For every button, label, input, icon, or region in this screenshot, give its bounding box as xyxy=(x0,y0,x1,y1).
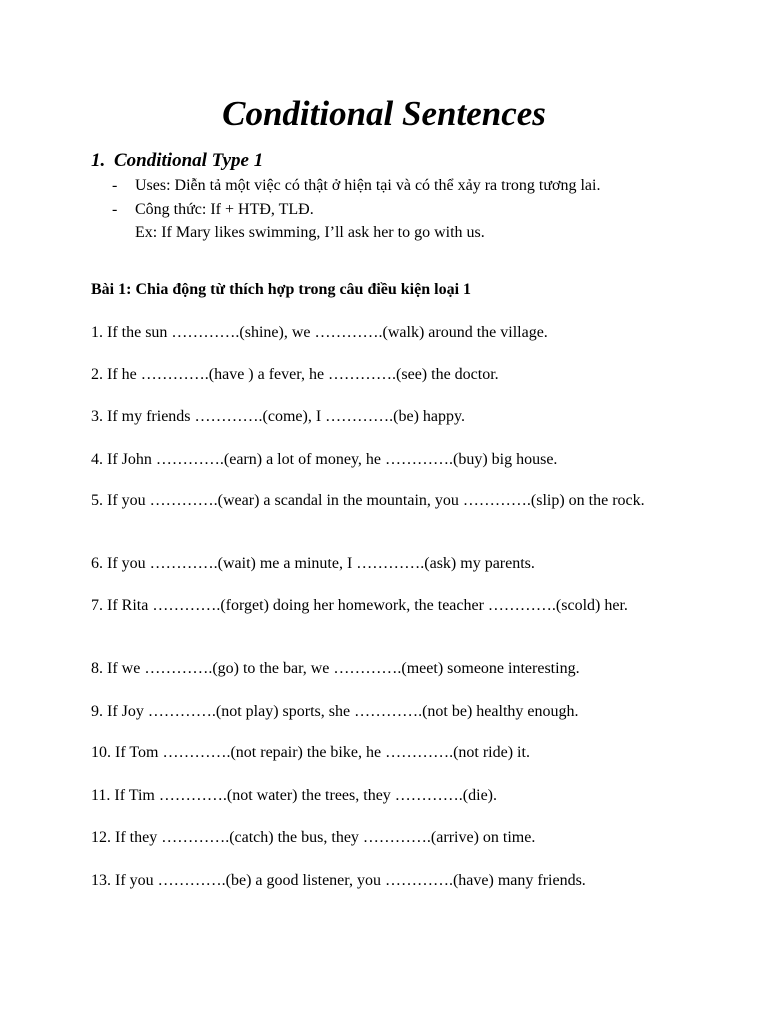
exercise-question: 11. If Tim ………….(not water) the trees, they ………….(die). xyxy=(91,787,498,804)
bullet-marker: - xyxy=(112,177,118,194)
exercise-question: 9. If Joy ………….(not play) sports, she ………….(not be) healthy enough. xyxy=(91,703,579,720)
exercise-question: 6. If you ………….(wait) me a minute, I ………….(ask) my parents. xyxy=(91,555,535,572)
exercise-question: 12. If they ………….(catch) the bus, they ………….(arrive) on time. xyxy=(91,829,536,846)
uses-bullet xyxy=(112,175,600,197)
exercise-question: 10. If Tom ………….(not repair) the bike, he ………….(not ride) it. xyxy=(91,744,530,761)
exercise-heading: Bài 1: Chia động từ thích hợp trong câu điều kiện loại 1 xyxy=(91,281,472,298)
bullet-marker: - xyxy=(112,201,118,218)
exercise-question: 1. If the sun ………….(shine), we ………….(walk) around the village. xyxy=(91,324,548,341)
exercise-question: 13. If you ………….(be) a good listener, you ………….(have) many friends. xyxy=(91,872,586,889)
exercise-question: 2. If he ………….(have ) a fever, he ………….(see) the doctor. xyxy=(91,366,499,383)
exercise-question: 8. If we ………….(go) to the bar, we ………….(meet) someone interesting. xyxy=(91,660,580,677)
section-heading xyxy=(91,148,263,174)
exercise-question: 5. If you ………….(wear) a scandal in the mountain, you ………….(slip) on the rock. xyxy=(91,492,645,509)
section-number: 1. xyxy=(91,150,106,171)
exercise-question: 3. If my friends ………….(come), I ………….(be) happy. xyxy=(91,408,465,425)
section-heading-text: Conditional Type 1 xyxy=(114,150,264,171)
example-text: Ex: If Mary likes swimming, I’ll ask her to go with us. xyxy=(135,224,485,241)
exercise-question: 4. If John ………….(earn) a lot of money, he ………….(buy) big house. xyxy=(91,451,558,468)
document-title: Conditional Sentences xyxy=(222,94,546,133)
exercise-question: 7. If Rita ………….(forget) doing her homework, the teacher ………….(scold) her. xyxy=(91,597,628,614)
uses-text: Uses: Diễn tả một việc có thật ở hiện tại và có thể xảy ra trong tương lai. xyxy=(135,177,601,194)
formula-bullet xyxy=(112,199,314,221)
formula-text: Công thức: If + HTĐ, TLĐ. xyxy=(135,201,314,218)
